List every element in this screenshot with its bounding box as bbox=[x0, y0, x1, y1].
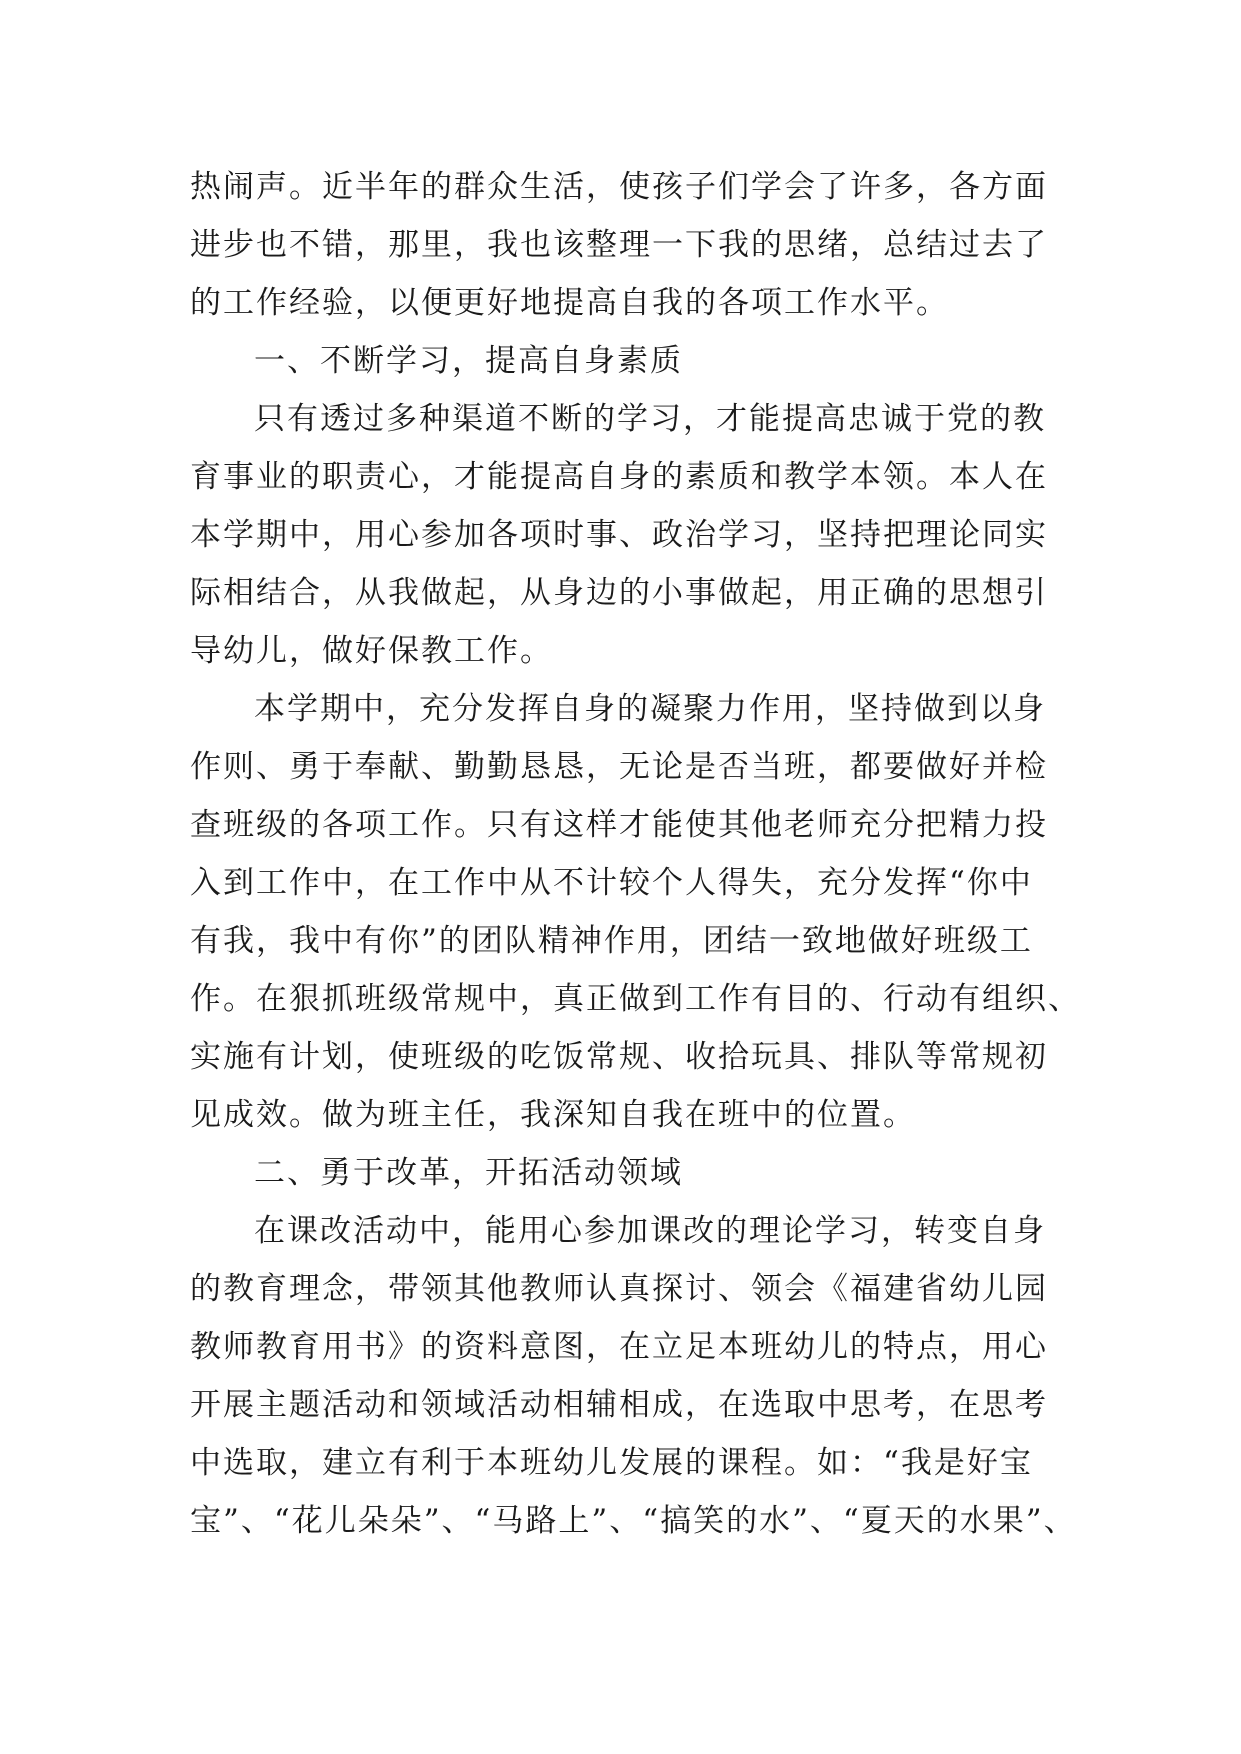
text-line: 的工作经验，以便更好地提高自我的各项工作水平。 bbox=[190, 285, 949, 321]
text-line: 有我，我中有你”的团队精神作用，团结一致地做好班级工 bbox=[190, 923, 1033, 959]
text-line: 热闹声。近半年的群众生活，使孩子们学会了许多，各方面 bbox=[190, 169, 1048, 205]
text-line: 导幼儿，做好保教工作。 bbox=[190, 633, 553, 669]
text-line: 本学期中，用心参加各项时事、政治学习，坚持把理论同实 bbox=[190, 517, 1048, 553]
text-line: 教师教育用书》的资料意图，在立足本班幼儿的特点，用心 bbox=[190, 1329, 1048, 1365]
text-line: 二、勇于改革，开拓活动领域 bbox=[254, 1155, 683, 1191]
text-line: 开展主题活动和领域活动相辅相成，在选取中思考，在思考 bbox=[190, 1387, 1048, 1423]
text-line: 际相结合，从我做起，从身边的小事做起，用正确的思想引 bbox=[190, 575, 1048, 611]
text-line: 作。在狠抓班级常规中，真正做到工作有目的、行动有组织、 bbox=[190, 981, 1081, 1017]
text-line: 见成效。做为班主任，我深知自我在班中的位置。 bbox=[190, 1097, 916, 1133]
text-line: 只有透过多种渠道不断的学习，才能提高忠诚于党的教 bbox=[254, 401, 1046, 437]
text-line: 中选取，建立有利于本班幼儿发展的课程。如：“我是好宝 bbox=[190, 1445, 1033, 1481]
text-line: 在课改活动中，能用心参加课改的理论学习，转变自身 bbox=[254, 1213, 1046, 1249]
text-line: 入到工作中，在工作中从不计较个人得失，充分发挥“你中 bbox=[190, 865, 1033, 901]
text-line: 的教育理念，带领其他教师认真探讨、领会《福建省幼儿园 bbox=[190, 1271, 1048, 1307]
text-line: 本学期中，充分发挥自身的凝聚力作用，坚持做到以身 bbox=[254, 691, 1046, 727]
document-body bbox=[190, 158, 1090, 1550]
text-line: 查班级的各项工作。只有这样才能使其他老师充分把精力投 bbox=[190, 807, 1048, 843]
text-line: 作则、勇于奉献、勤勤恳恳，无论是否当班，都要做好并检 bbox=[190, 749, 1048, 785]
text-line: 育事业的职责心，才能提高自身的素质和教学本领。本人在 bbox=[190, 459, 1048, 495]
text-line: 宝”、“花儿朵朵”、“马路上”、“搞笑的水”、“夏天的水果”、 bbox=[190, 1503, 1077, 1539]
text-line: 进步也不错，那里，我也该整理一下我的思绪，总结过去了 bbox=[190, 227, 1048, 263]
text-line: 实施有计划，使班级的吃饭常规、收拾玩具、排队等常规初 bbox=[190, 1039, 1048, 1075]
text-line: 一、不断学习，提高自身素质 bbox=[254, 343, 683, 379]
